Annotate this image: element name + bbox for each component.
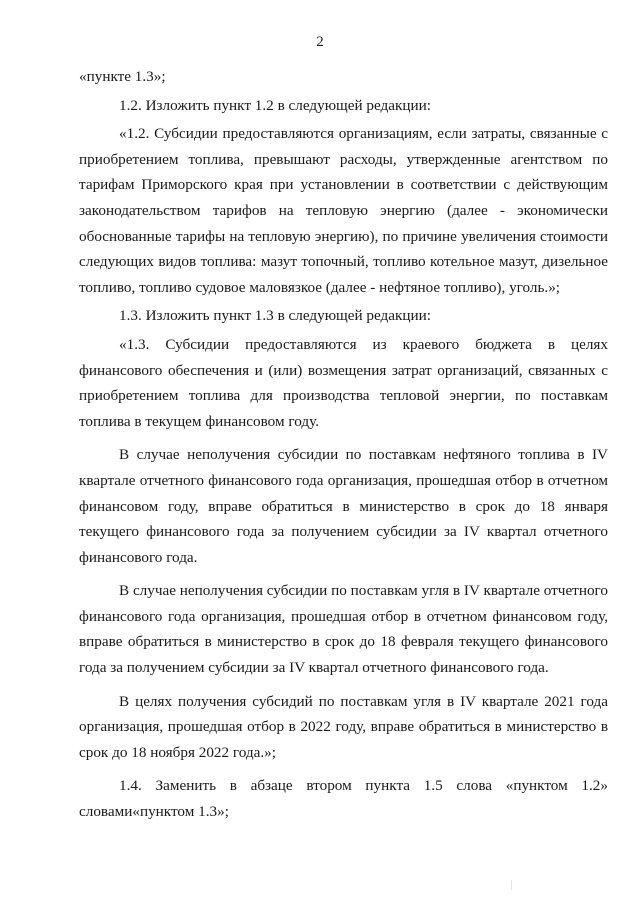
paragraph-oil-fuel: В случае неполучения субсидии по поставкам нефтяного топлива в IV квартале отчетного финансового года организация, прошедшая отбор в отчетном финансовом году, вправе обратиться в министерство в срок до 18 января текущего финансового года за получением субсидии за IV квартал отчетного финансового года.: [79, 446, 608, 566]
paragraph-quote-1-2: «1.2. Субсидии предоставляются организациям, если затраты, связанные с приобретением топлива, превышают расходы, утвержденные агентством по тарифам Приморского края при установлении в соответствии с действующим законодательством тарифов на тепловую энергию (далее - экономически обоснованные тарифы на тепловую энергию), по причине увеличения стоимости следующих видов топлива: мазут топочный, топливо котельное мазут, дизельное топливо, топливо судовое маловязкое (далее - нефтяное топливо), уголь.»;: [79, 125, 608, 296]
paragraph-continuation: «пункте 1.3»;: [79, 68, 166, 85]
paragraph-coal: В случае неполучения субсидии по поставкам угля в IV квартале отчетного финансового года организация, прошедшая отбор в отчетном финансовом году, вправе обратиться в министерство в срок до 18 февраля текущего финансового года за получением субсидии за IV квартал отчетного финансового года.: [79, 582, 608, 677]
paragraph-quote-1-3: «1.3. Субсидии предоставляются из краевого бюджета в целях финансового обеспечения и (или) возмещения затрат организаций, связанных с приобретением топлива для производства тепловой энергии, по поставкам топлива в текущем финансовом году.: [79, 335, 608, 430]
paragraph-item-1-3: 1.3. Изложить пункт 1.3 в следующей редакции:: [119, 307, 432, 325]
paragraph-item-1-4: 1.4. Заменить в абзаце втором пункта 1.5 слова «пунктом 1.2» словами«пунктом 1.3»;: [79, 777, 608, 821]
document-body: [79, 64, 608, 828]
paragraph-coal-2021: В целях получения субсидий по поставкам угля в IV квартале 2021 года организация, прошедшая отбор в 2022 году, вправе обратиться в министерство в срок до 18 ноября 2022 года.»;: [79, 692, 608, 761]
scan-mark: [511, 880, 512, 890]
page-number: 2: [316, 34, 324, 50]
paragraph-item-1-2: 1.2. Изложить пункт 1.2 в следующей редакции:: [119, 96, 432, 114]
